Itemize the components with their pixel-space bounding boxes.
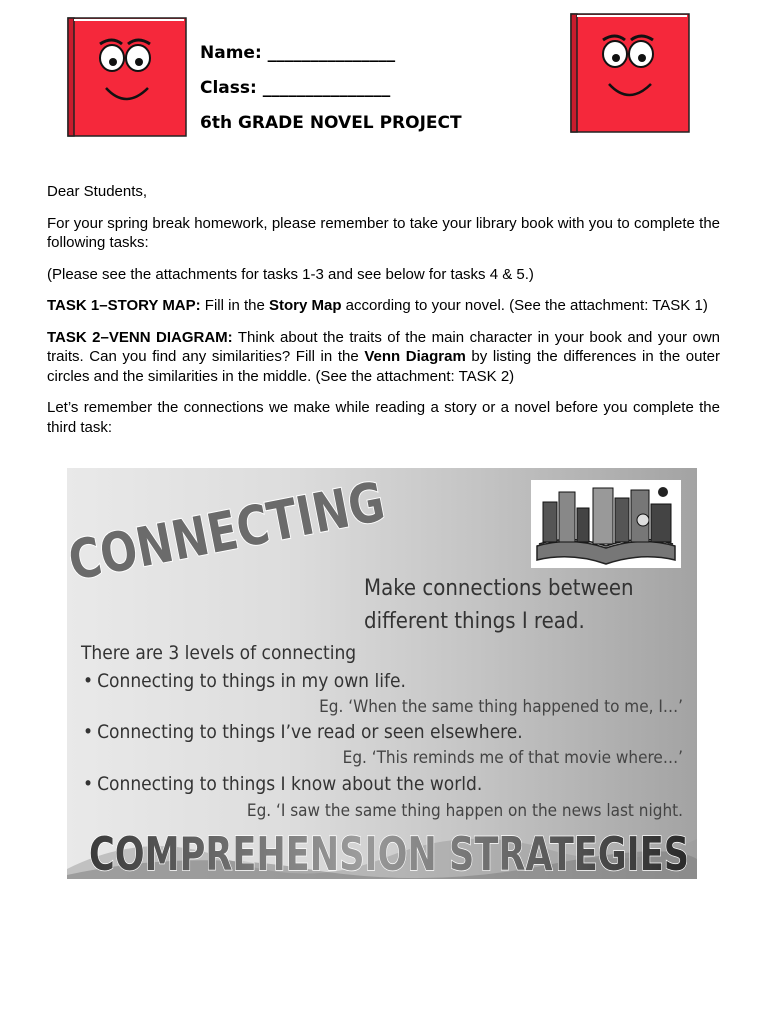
task2-text-b: by listing the differences in the outer circles and the similarities in the middle. (See the attachment: TASK 2) — [47, 348, 720, 385]
class-field-label: Class: _______________ — [200, 78, 391, 98]
poster-bullet-2: • Connecting to things I’ve read or seen elsewhere. — [83, 721, 523, 743]
connecting-title-text: CONNECTING — [63, 454, 468, 593]
task2-paragraph — [47, 328, 720, 387]
connecting-title — [63, 454, 468, 598]
task1-text-b: according to your novel. (See the attachment: TASK 1) — [341, 297, 708, 314]
poster-levels: There are 3 levels of connecting — [81, 642, 357, 664]
poster-example-2: Eg. ‘This reminds me of that movie where…’ — [342, 748, 683, 768]
comprehension-strategies-text: COMPREHENSION STRATEGIES — [89, 827, 689, 881]
poster-bullet-1: • Connecting to things in my own life. — [83, 670, 406, 692]
name-field-label: Name: _______________ — [200, 43, 396, 63]
letter-body — [47, 182, 720, 449]
task1-paragraph — [47, 296, 720, 316]
book-mascot-icon — [64, 14, 190, 140]
open-book-city-illustration — [531, 480, 681, 568]
poster-example-1: Eg. ‘When the same thing happened to me, I…’ — [319, 697, 683, 717]
task1-label: TASK 1–STORY MAP: — [47, 297, 201, 314]
task2-label: TASK 2–VENN DIAGRAM: — [47, 328, 233, 346]
poster-line1: Make connections between — [364, 576, 634, 601]
task1-bold: Story Map — [269, 297, 342, 314]
project-title: 6th GRADE NOVEL PROJECT — [200, 113, 462, 133]
poster-line2: different things I read. — [364, 609, 585, 634]
attachment-note: (Please see the attachments for tasks 1-3 and see below for tasks 4 & 5.) — [47, 265, 534, 283]
task2-bold: Venn Diagram — [364, 348, 466, 365]
comprehension-strategies-title — [67, 818, 697, 881]
intro-paragraph: For your spring break homework, please remember to take your library book with you to complete the following tasks: — [47, 214, 720, 251]
greeting: Dear Students, — [47, 183, 148, 200]
connecting-poster — [63, 454, 697, 881]
closing-paragraph: Let’s remember the connections we make while reading a story or a novel before you complete the third task: — [47, 399, 720, 436]
task2-text-a: Think about the traits of the main character in your book and your own traits. Can you find any similarities? Fill in the — [47, 328, 720, 365]
task1-text-a: Fill in the — [200, 297, 269, 314]
poster-bullet-3: • Connecting to things I know about the world. — [83, 773, 482, 795]
header-fields — [200, 42, 462, 147]
book-mascot-icon — [567, 10, 693, 136]
poster-example-3: Eg. ‘I saw the same thing happen on the news last night. — [246, 801, 683, 821]
